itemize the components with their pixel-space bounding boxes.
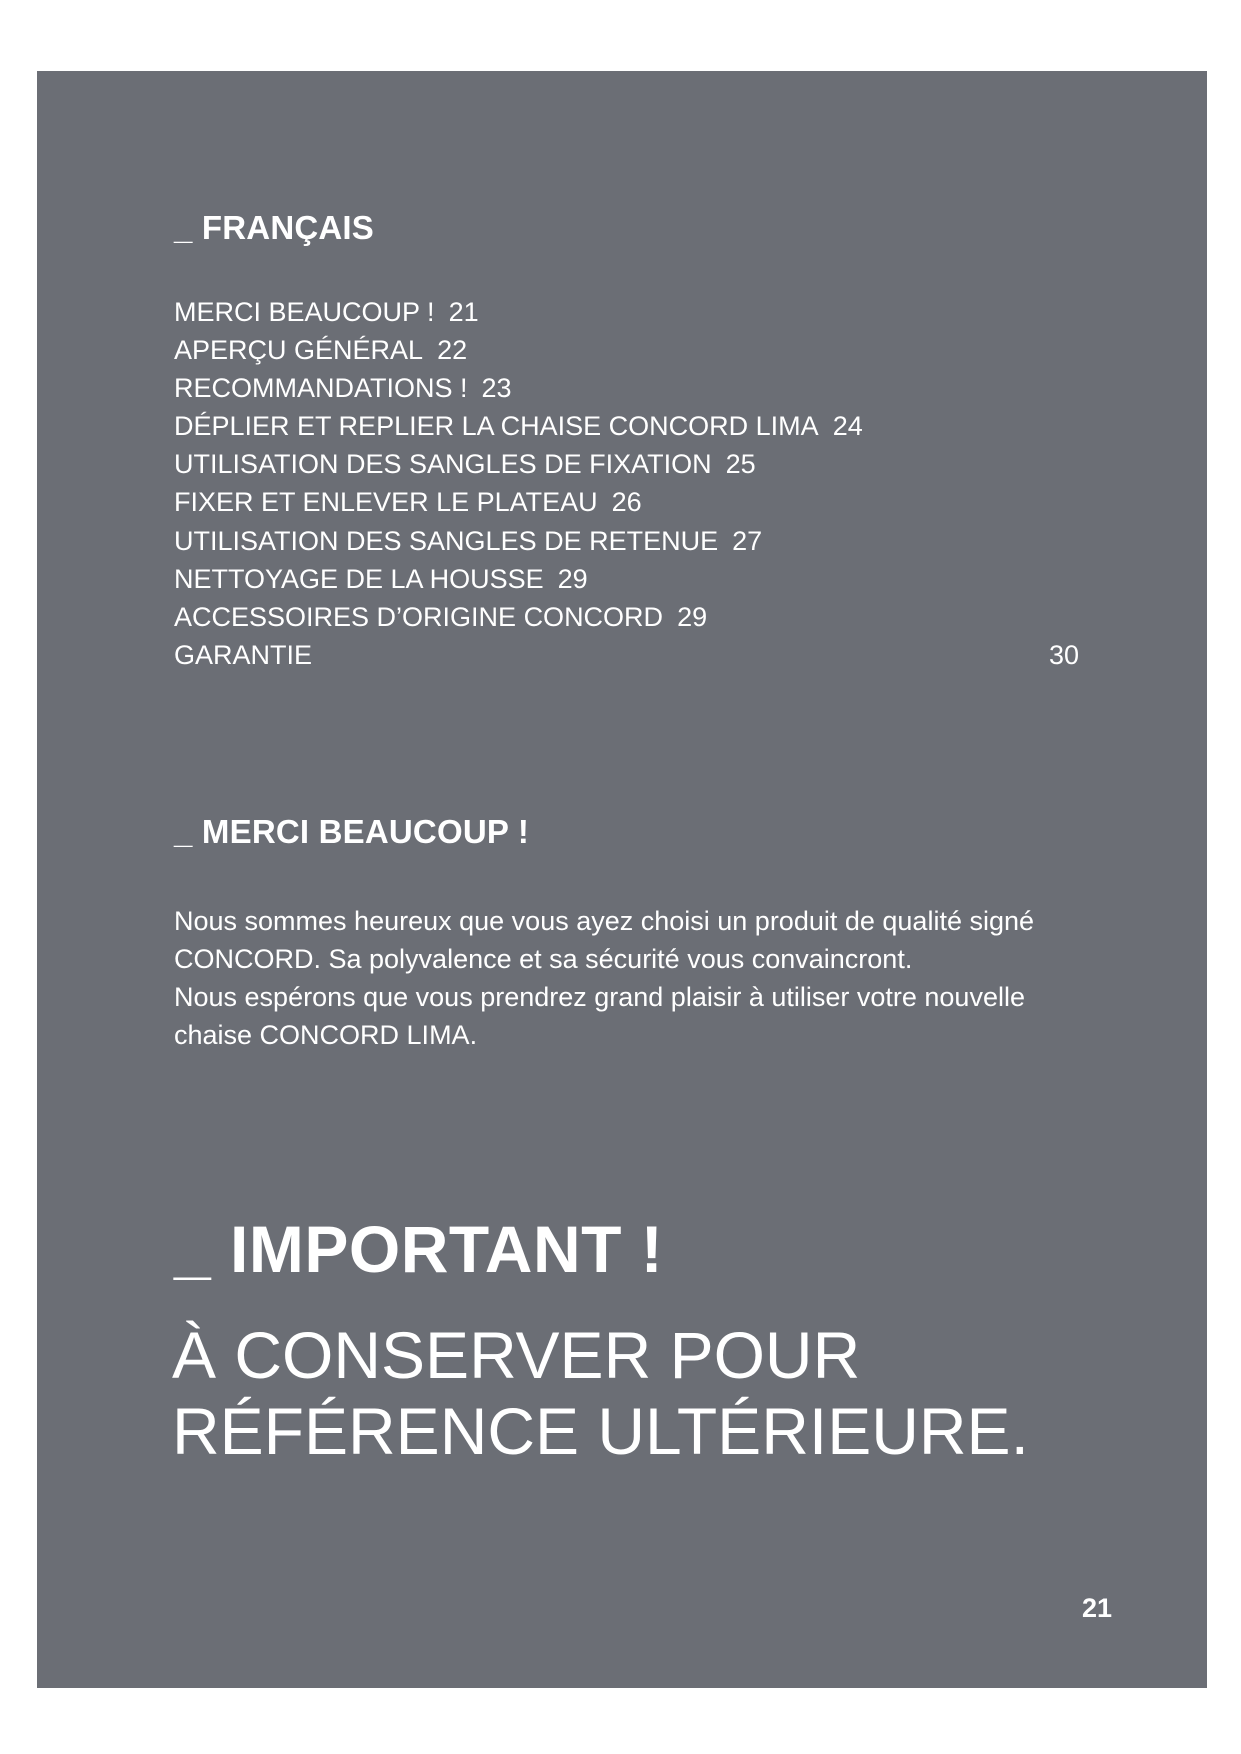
toc-entry-title: ACCESSOIRES D’ORIGINE CONCORD	[174, 601, 664, 632]
toc-entry-title: UTILISATION DES SANGLES DE RETENUE	[174, 525, 719, 556]
toc-entry[interactable]	[174, 445, 1079, 483]
toc-entry-page: 26	[611, 487, 642, 518]
toc-entry-page: 22	[437, 335, 468, 366]
toc-entry-title: GARANTIE	[174, 639, 313, 670]
section-heading-merci-beaucoup: _ MERCI BEAUCOUP !	[174, 813, 530, 850]
toc-entry-title: MERCI BEAUCOUP !	[174, 297, 435, 327]
toc-entry-page: 24	[832, 411, 863, 442]
toc-entry[interactable]	[174, 331, 1079, 369]
toc-entry-title: FIXER ET ENLEVER LE PLATEAU	[174, 487, 598, 518]
toc-entry[interactable]	[174, 483, 1079, 521]
toc-entry-title: UTILISATION DES SANGLES DE FIXATION	[174, 449, 712, 480]
toc-entry-page: 29	[557, 563, 588, 594]
toc-entry-page: 25	[725, 449, 756, 480]
table-of-contents	[174, 293, 1079, 674]
thanks-paragraph: Nous sommes heureux que vous ayez choisi un produit de qualité signé CONCORD. Sa polyvalence et sa sécurité vous convaincront.	[174, 906, 1035, 974]
toc-entry[interactable]	[174, 369, 1079, 407]
toc-entry[interactable]	[174, 560, 1079, 598]
toc-entry-page: 21	[448, 297, 479, 327]
toc-entry[interactable]	[174, 293, 1079, 331]
section-heading-francais: _ FRANÇAIS	[174, 209, 375, 246]
toc-entry-page: 27	[732, 525, 763, 556]
toc-entry-page: 29	[677, 601, 708, 632]
content-panel	[37, 71, 1207, 1688]
toc-entry-page: 23	[481, 373, 512, 404]
toc-entry-title: NETTOYAGE DE LA HOUSSE	[174, 563, 544, 594]
toc-entry-title: DÉPLIER ET REPLIER LA CHAISE CONCORD LIMA	[174, 411, 819, 442]
thanks-paragraph: Nous espérons que vous prendrez grand plaisir à utiliser votre nouvelle chaise CONCORD LIMA.	[174, 982, 1025, 1050]
toc-entry-title: APERÇU GÉNÉRAL	[174, 335, 424, 366]
important-heading: _ IMPORTANT !	[174, 1212, 664, 1286]
notice-line: RÉFÉRENCE ULTÉRIEURE.	[172, 1394, 1029, 1468]
toc-entry[interactable]	[174, 522, 1079, 560]
toc-entry-page: 30	[1048, 639, 1079, 670]
toc-entry-title: RECOMMANDATIONS !	[174, 373, 468, 404]
keep-for-reference-notice	[172, 1317, 1029, 1469]
toc-entry[interactable]	[174, 598, 1079, 636]
page-number: 21	[1081, 1593, 1112, 1623]
toc-entry[interactable]	[174, 407, 1079, 445]
thanks-text	[174, 902, 1104, 1054]
toc-entry[interactable]	[174, 636, 1079, 674]
notice-line: À CONSERVER POUR	[172, 1318, 861, 1392]
